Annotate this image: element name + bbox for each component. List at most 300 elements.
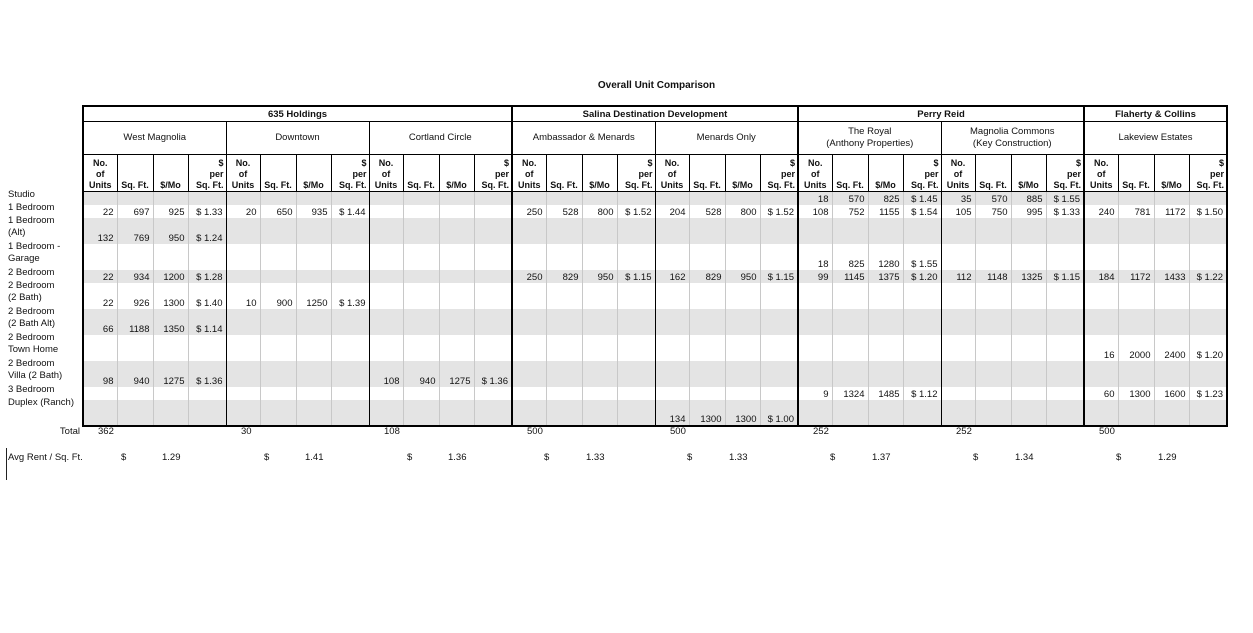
- units-cell: [83, 192, 117, 206]
- sqft-cell: [1118, 309, 1154, 335]
- units-cell: 10: [226, 283, 260, 309]
- row-label: Duplex (Ranch): [8, 397, 74, 408]
- table-row: [83, 192, 1227, 206]
- per-sqft-cell: [331, 400, 369, 426]
- rent-cell: [1154, 400, 1189, 426]
- per-sqft-cell: $ 1.39: [331, 283, 369, 309]
- sqft-cell: [260, 361, 296, 387]
- per-sqft-cell: $ 1.33: [188, 205, 226, 218]
- rent-cell: [439, 309, 474, 335]
- per-sqft-header: $ per Sq. Ft.: [331, 155, 369, 192]
- sqft-cell: 570: [832, 192, 868, 206]
- rent-cell: [582, 218, 617, 244]
- units-cell: 108: [798, 205, 832, 218]
- column-header-row: [83, 155, 1227, 192]
- sqft-cell: 1300: [1118, 387, 1154, 400]
- per-sqft-cell: [1046, 387, 1084, 400]
- units-cell: 98: [83, 361, 117, 387]
- units-cell: [941, 244, 975, 270]
- rent-cell: [725, 244, 760, 270]
- units-cell: [369, 283, 403, 309]
- sqft-cell: [832, 400, 868, 426]
- rent-cell: [439, 270, 474, 283]
- per-sqft-cell: [760, 335, 798, 361]
- rent-header: $/Mo: [153, 155, 188, 192]
- units-cell: [83, 244, 117, 270]
- rent-cell: 925: [153, 205, 188, 218]
- units-cell: [655, 192, 689, 206]
- per-sqft-cell: [188, 335, 226, 361]
- units-cell: [226, 192, 260, 206]
- row-label: 1 Bedroom - Garage: [8, 241, 61, 264]
- per-sqft-cell: $ 1.36: [188, 361, 226, 387]
- per-sqft-cell: $ 1.15: [760, 270, 798, 283]
- rent-cell: [725, 218, 760, 244]
- units-header: No. of Units: [226, 155, 260, 192]
- per-sqft-header: $ per Sq. Ft.: [760, 155, 798, 192]
- per-sqft-cell: [188, 192, 226, 206]
- rent-cell: 950: [725, 270, 760, 283]
- rent-cell: 1155: [868, 205, 903, 218]
- developer-635-holdings: 635 Holdings: [83, 106, 512, 122]
- currency-symbol: $: [264, 452, 270, 463]
- rent-cell: [725, 192, 760, 206]
- units-cell: [941, 218, 975, 244]
- sqft-cell: [260, 400, 296, 426]
- units-cell: [83, 387, 117, 400]
- rent-cell: [153, 387, 188, 400]
- per-sqft-cell: [474, 218, 512, 244]
- units-cell: 204: [655, 205, 689, 218]
- table-row: [83, 335, 1227, 361]
- avg-rent-value: 1.33: [586, 452, 605, 463]
- row-label: 2 Bedroom Town Home: [8, 332, 59, 355]
- developer-header-row: [83, 106, 1227, 122]
- sqft-cell: 940: [403, 361, 439, 387]
- per-sqft-cell: $ 1.00: [760, 400, 798, 426]
- sqft-cell: [832, 335, 868, 361]
- per-sqft-cell: [331, 387, 369, 400]
- sqft-cell: [117, 387, 153, 400]
- sqft-cell: [546, 283, 582, 309]
- avg-rent-value: 1.37: [872, 452, 891, 463]
- sqft-cell: [117, 244, 153, 270]
- sqft-cell: 829: [689, 270, 725, 283]
- per-sqft-cell: [760, 283, 798, 309]
- sqft-cell: [832, 283, 868, 309]
- table-row: [83, 244, 1227, 270]
- units-cell: [798, 218, 832, 244]
- rent-cell: [1011, 283, 1046, 309]
- rent-cell: 950: [582, 270, 617, 283]
- sqft-cell: [975, 218, 1011, 244]
- units-cell: [369, 270, 403, 283]
- avg-rent-value: 1.29: [1158, 452, 1177, 463]
- per-sqft-cell: [1046, 335, 1084, 361]
- row-label: 2 Bedroom: [8, 267, 55, 278]
- units-cell: 9: [798, 387, 832, 400]
- units-cell: [941, 335, 975, 361]
- per-sqft-cell: [1046, 283, 1084, 309]
- per-sqft-cell: [188, 400, 226, 426]
- units-cell: [369, 335, 403, 361]
- per-sqft-cell: [617, 218, 655, 244]
- rent-cell: [868, 283, 903, 309]
- units-cell: [226, 218, 260, 244]
- sqft-cell: [689, 361, 725, 387]
- per-sqft-cell: [617, 283, 655, 309]
- rent-header: $/Mo: [439, 155, 474, 192]
- sqft-cell: 1148: [975, 270, 1011, 283]
- rent-cell: [868, 309, 903, 335]
- units-cell: [369, 244, 403, 270]
- sqft-cell: 1188: [117, 309, 153, 335]
- per-sqft-cell: [1046, 400, 1084, 426]
- currency-symbol: $: [973, 452, 979, 463]
- developer-perry-reid: Perry Reid: [798, 106, 1084, 122]
- units-cell: [1084, 244, 1118, 270]
- sqft-cell: [260, 270, 296, 283]
- per-sqft-cell: $ 1.24: [188, 218, 226, 244]
- per-sqft-cell: $ 1.14: [188, 309, 226, 335]
- units-header: No. of Units: [655, 155, 689, 192]
- rent-cell: [582, 309, 617, 335]
- units-cell: 18: [798, 192, 832, 206]
- units-cell: 240: [1084, 205, 1118, 218]
- currency-symbol: $: [687, 452, 693, 463]
- per-sqft-cell: [760, 309, 798, 335]
- units-cell: [512, 387, 546, 400]
- per-sqft-cell: [474, 270, 512, 283]
- sqft-cell: 1172: [1118, 270, 1154, 283]
- sqft-cell: [975, 283, 1011, 309]
- sqft-cell: [403, 244, 439, 270]
- units-cell: [655, 387, 689, 400]
- rent-cell: 885: [1011, 192, 1046, 206]
- per-sqft-header: $ per Sq. Ft.: [903, 155, 941, 192]
- rent-cell: [1154, 283, 1189, 309]
- units-cell: [655, 283, 689, 309]
- units-cell: [655, 361, 689, 387]
- per-sqft-cell: [903, 335, 941, 361]
- rent-cell: [582, 283, 617, 309]
- sqft-cell: [117, 192, 153, 206]
- units-cell: 18: [798, 244, 832, 270]
- units-cell: [798, 309, 832, 335]
- sqft-cell: [260, 387, 296, 400]
- rent-cell: [725, 335, 760, 361]
- per-sqft-cell: [474, 205, 512, 218]
- rent-cell: [868, 335, 903, 361]
- rent-cell: [725, 309, 760, 335]
- sqft-cell: [260, 244, 296, 270]
- per-sqft-cell: $ 1.40: [188, 283, 226, 309]
- sqft-header: Sq. Ft.: [975, 155, 1011, 192]
- units-cell: [512, 361, 546, 387]
- sqft-cell: [689, 335, 725, 361]
- units-cell: 134: [655, 400, 689, 426]
- units-cell: [941, 361, 975, 387]
- sqft-cell: [1118, 361, 1154, 387]
- currency-symbol: $: [407, 452, 413, 463]
- per-sqft-cell: $ 1.54: [903, 205, 941, 218]
- rent-cell: [582, 335, 617, 361]
- rent-cell: 1172: [1154, 205, 1189, 218]
- units-cell: [226, 361, 260, 387]
- per-sqft-cell: [1046, 218, 1084, 244]
- per-sqft-cell: $ 1.36: [474, 361, 512, 387]
- rent-cell: [296, 361, 331, 387]
- per-sqft-cell: [474, 244, 512, 270]
- units-cell: [369, 400, 403, 426]
- per-sqft-cell: $ 1.33: [1046, 205, 1084, 218]
- units-cell: [226, 309, 260, 335]
- rent-cell: [1011, 244, 1046, 270]
- project-west-magnolia: West Magnolia: [83, 122, 226, 155]
- project-menards-only: Menards Only: [655, 122, 798, 155]
- units-cell: 20: [226, 205, 260, 218]
- units-cell: [655, 309, 689, 335]
- sqft-cell: 900: [260, 283, 296, 309]
- rent-cell: [725, 283, 760, 309]
- rent-cell: 1200: [153, 270, 188, 283]
- sqft-cell: 2000: [1118, 335, 1154, 361]
- project-ambassador-menards: Ambassador & Menards: [512, 122, 655, 155]
- per-sqft-cell: [331, 192, 369, 206]
- units-cell: 162: [655, 270, 689, 283]
- per-sqft-cell: [1189, 400, 1227, 426]
- sqft-cell: [832, 218, 868, 244]
- rent-cell: [296, 218, 331, 244]
- units-cell: [1084, 218, 1118, 244]
- sqft-cell: [1118, 192, 1154, 206]
- units-cell: [83, 400, 117, 426]
- sqft-cell: 528: [689, 205, 725, 218]
- units-cell: [512, 218, 546, 244]
- currency-symbol: $: [544, 452, 550, 463]
- avg-rent-value: 1.29: [162, 452, 181, 463]
- units-cell: [369, 205, 403, 218]
- table-row: [83, 400, 1227, 426]
- rent-cell: 1300: [153, 283, 188, 309]
- rent-cell: [439, 400, 474, 426]
- units-cell: 22: [83, 205, 117, 218]
- sqft-cell: 940: [117, 361, 153, 387]
- table-row: [83, 205, 1227, 218]
- per-sqft-cell: [617, 335, 655, 361]
- per-sqft-cell: [474, 283, 512, 309]
- units-cell: 132: [83, 218, 117, 244]
- units-header: No. of Units: [1084, 155, 1118, 192]
- per-sqft-cell: [1189, 218, 1227, 244]
- units-cell: [512, 335, 546, 361]
- row-label: 3 Bedroom: [8, 384, 55, 395]
- units-cell: 22: [83, 270, 117, 283]
- rent-cell: [868, 361, 903, 387]
- per-sqft-cell: [331, 309, 369, 335]
- rent-cell: [153, 400, 188, 426]
- sqft-header: Sq. Ft.: [1118, 155, 1154, 192]
- rent-cell: [725, 387, 760, 400]
- sqft-cell: [260, 192, 296, 206]
- per-sqft-cell: [903, 361, 941, 387]
- sqft-cell: [403, 218, 439, 244]
- per-sqft-cell: [331, 218, 369, 244]
- rent-header: $/Mo: [868, 155, 903, 192]
- sqft-cell: [1118, 244, 1154, 270]
- sqft-cell: [260, 335, 296, 361]
- units-header: No. of Units: [512, 155, 546, 192]
- sqft-cell: 697: [117, 205, 153, 218]
- sqft-cell: 1145: [832, 270, 868, 283]
- sqft-cell: [546, 244, 582, 270]
- currency-symbol: $: [830, 452, 836, 463]
- units-cell: [512, 283, 546, 309]
- sqft-header: Sq. Ft.: [832, 155, 868, 192]
- rent-cell: [1154, 361, 1189, 387]
- units-cell: [226, 335, 260, 361]
- sqft-cell: [975, 309, 1011, 335]
- avg-rent-value: 1.33: [729, 452, 748, 463]
- sqft-cell: [975, 387, 1011, 400]
- sqft-cell: 825: [832, 244, 868, 270]
- rent-cell: [725, 361, 760, 387]
- units-cell: [941, 387, 975, 400]
- sqft-cell: [546, 387, 582, 400]
- rent-cell: 1485: [868, 387, 903, 400]
- units-cell: [1084, 400, 1118, 426]
- sqft-cell: [832, 309, 868, 335]
- per-sqft-cell: $ 1.50: [1189, 205, 1227, 218]
- per-sqft-header: $ per Sq. Ft.: [1189, 155, 1227, 192]
- rent-cell: [296, 192, 331, 206]
- sqft-cell: 752: [832, 205, 868, 218]
- project-magnolia-commons: Magnolia Commons (Key Construction): [941, 122, 1084, 155]
- sqft-cell: [403, 270, 439, 283]
- sqft-cell: [689, 387, 725, 400]
- total-value: 252: [813, 426, 829, 437]
- per-sqft-cell: [331, 335, 369, 361]
- sqft-cell: [1118, 283, 1154, 309]
- sqft-cell: [403, 192, 439, 206]
- units-cell: [1084, 309, 1118, 335]
- rent-cell: [296, 400, 331, 426]
- sqft-header: Sq. Ft.: [117, 155, 153, 192]
- per-sqft-cell: [1189, 309, 1227, 335]
- units-cell: 250: [512, 270, 546, 283]
- avg-rent-value: 1.41: [305, 452, 324, 463]
- rent-cell: [1011, 309, 1046, 335]
- rent-cell: 1280: [868, 244, 903, 270]
- per-sqft-cell: [474, 335, 512, 361]
- per-sqft-cell: $ 1.20: [903, 270, 941, 283]
- per-sqft-header: $ per Sq. Ft.: [474, 155, 512, 192]
- units-cell: 16: [1084, 335, 1118, 361]
- rent-cell: [439, 205, 474, 218]
- unit-comparison-table: [82, 105, 1228, 427]
- total-value: 108: [384, 426, 400, 437]
- per-sqft-cell: $ 1.55: [1046, 192, 1084, 206]
- row-label: 2 Bedroom (2 Bath Alt): [8, 306, 55, 329]
- sqft-cell: 769: [117, 218, 153, 244]
- sqft-cell: 528: [546, 205, 582, 218]
- units-header: No. of Units: [369, 155, 403, 192]
- total-value: 30: [241, 426, 252, 437]
- rent-cell: [439, 244, 474, 270]
- sqft-cell: [975, 361, 1011, 387]
- per-sqft-header: $ per Sq. Ft.: [1046, 155, 1084, 192]
- sqft-cell: [546, 309, 582, 335]
- per-sqft-cell: [760, 244, 798, 270]
- rent-cell: [582, 400, 617, 426]
- per-sqft-cell: [617, 192, 655, 206]
- units-cell: [655, 218, 689, 244]
- units-cell: [512, 244, 546, 270]
- units-cell: [226, 244, 260, 270]
- table-row: [83, 387, 1227, 400]
- rent-cell: [439, 218, 474, 244]
- rent-cell: 1350: [153, 309, 188, 335]
- units-cell: [655, 335, 689, 361]
- units-cell: 108: [369, 361, 403, 387]
- sqft-cell: [546, 400, 582, 426]
- rent-cell: [1154, 309, 1189, 335]
- per-sqft-cell: [1189, 361, 1227, 387]
- per-sqft-cell: $ 1.44: [331, 205, 369, 218]
- per-sqft-cell: [474, 400, 512, 426]
- rent-cell: 935: [296, 205, 331, 218]
- sqft-cell: [689, 309, 725, 335]
- per-sqft-cell: [760, 192, 798, 206]
- units-cell: [226, 270, 260, 283]
- per-sqft-cell: [903, 400, 941, 426]
- units-cell: 184: [1084, 270, 1118, 283]
- project-the-royal: The Royal (Anthony Properties): [798, 122, 941, 155]
- rent-header: $/Mo: [725, 155, 760, 192]
- per-sqft-cell: $ 1.23: [1189, 387, 1227, 400]
- sqft-cell: [260, 218, 296, 244]
- sqft-cell: [689, 192, 725, 206]
- units-cell: [512, 309, 546, 335]
- per-sqft-cell: $ 1.15: [617, 270, 655, 283]
- per-sqft-cell: [188, 387, 226, 400]
- units-cell: [369, 192, 403, 206]
- row-label: 2 Bedroom Villa (2 Bath): [8, 358, 63, 381]
- per-sqft-cell: [474, 309, 512, 335]
- per-sqft-cell: $ 1.52: [617, 205, 655, 218]
- rent-cell: 1275: [153, 361, 188, 387]
- table-row: [83, 218, 1227, 244]
- page-title: Overall Unit Comparison: [597, 80, 716, 91]
- per-sqft-cell: [474, 192, 512, 206]
- avg-rent-value: 1.34: [1015, 452, 1034, 463]
- row-label: 2 Bedroom (2 Bath): [8, 280, 55, 303]
- rent-cell: 800: [582, 205, 617, 218]
- sqft-cell: [260, 309, 296, 335]
- units-cell: 250: [512, 205, 546, 218]
- rent-cell: 1325: [1011, 270, 1046, 283]
- row-label: Studio: [8, 189, 35, 200]
- table-row: [83, 270, 1227, 283]
- sqft-header: Sq. Ft.: [260, 155, 296, 192]
- avg-rent-value: 1.36: [448, 452, 467, 463]
- per-sqft-header: $ per Sq. Ft.: [188, 155, 226, 192]
- sqft-cell: [975, 400, 1011, 426]
- sqft-cell: 926: [117, 283, 153, 309]
- per-sqft-cell: [617, 387, 655, 400]
- per-sqft-cell: [1046, 361, 1084, 387]
- units-cell: [798, 400, 832, 426]
